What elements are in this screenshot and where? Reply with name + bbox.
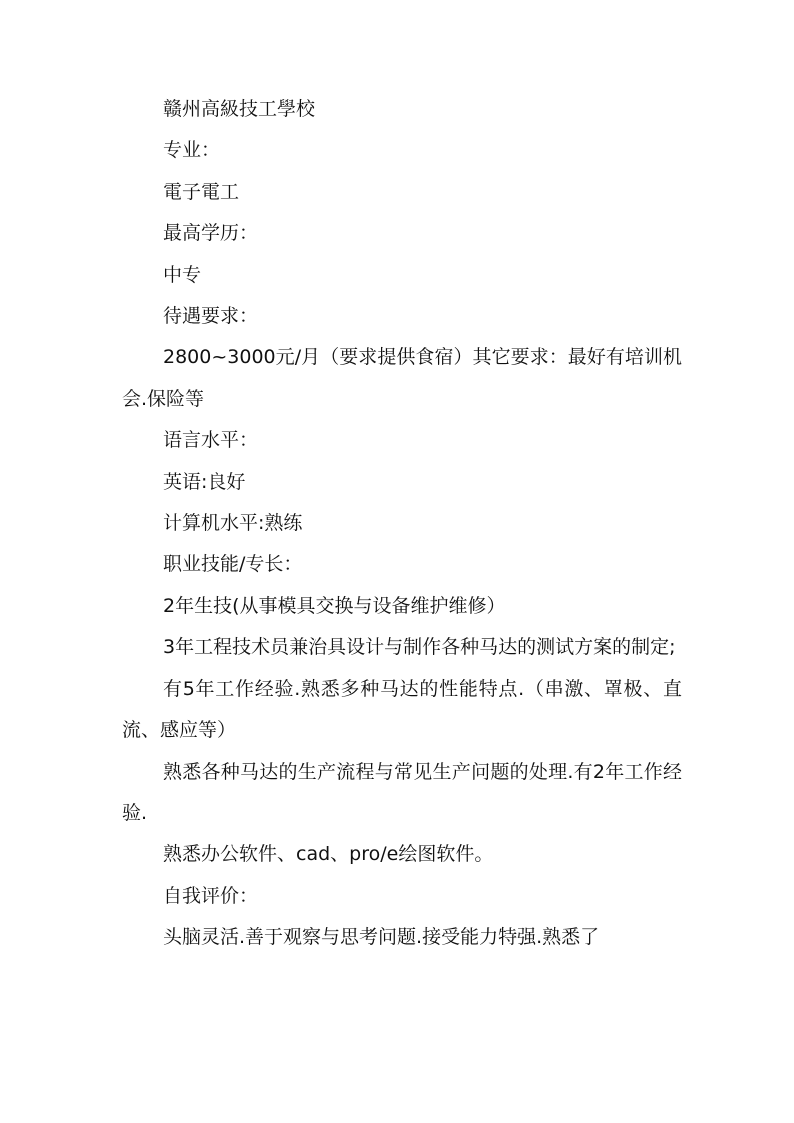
skills-label: 职业技能/专长： xyxy=(163,553,303,576)
major-label: 专业： xyxy=(163,139,221,162)
skill-item: 3年工程技术员兼治具设计与制作各种马达的测试方案的制定; xyxy=(163,636,676,659)
education-label: 最高学历： xyxy=(163,222,259,245)
self-evaluation-label: 自我评价： xyxy=(163,884,259,907)
language-label: 语言水平： xyxy=(163,429,259,452)
skill-item: 有5年工作经验.熟悉多种马达的性能特点.（串激、罩极、直流、感应等） xyxy=(122,677,682,742)
english-level: 英语:良好 xyxy=(163,470,246,493)
education-value: 中专 xyxy=(163,263,202,286)
skill-item: 熟悉办公软件、cad、pro/e绘图软件。 xyxy=(163,843,494,866)
document-body xyxy=(122,89,682,959)
salary-label: 待遇要求： xyxy=(163,305,259,328)
skill-item: 2年生技(从事模具交换与设备维护维修） xyxy=(163,594,506,617)
computer-level: 计算机水平:熟练 xyxy=(163,512,303,535)
school-name: 赣州高級技工學校 xyxy=(163,98,316,120)
skill-item: 熟悉各种马达的生产流程与常见生产问题的处理.有2年工作经验. xyxy=(122,760,682,824)
self-evaluation-text: 头脑灵活.善于观察与思考问题.接受能力特强.熟悉了 xyxy=(163,926,600,949)
salary-value: 2800~3000元/月（要求提供食宿）其它要求：最好有培训机会.保险等 xyxy=(122,346,682,410)
major-value: 電子電工 xyxy=(163,180,240,203)
